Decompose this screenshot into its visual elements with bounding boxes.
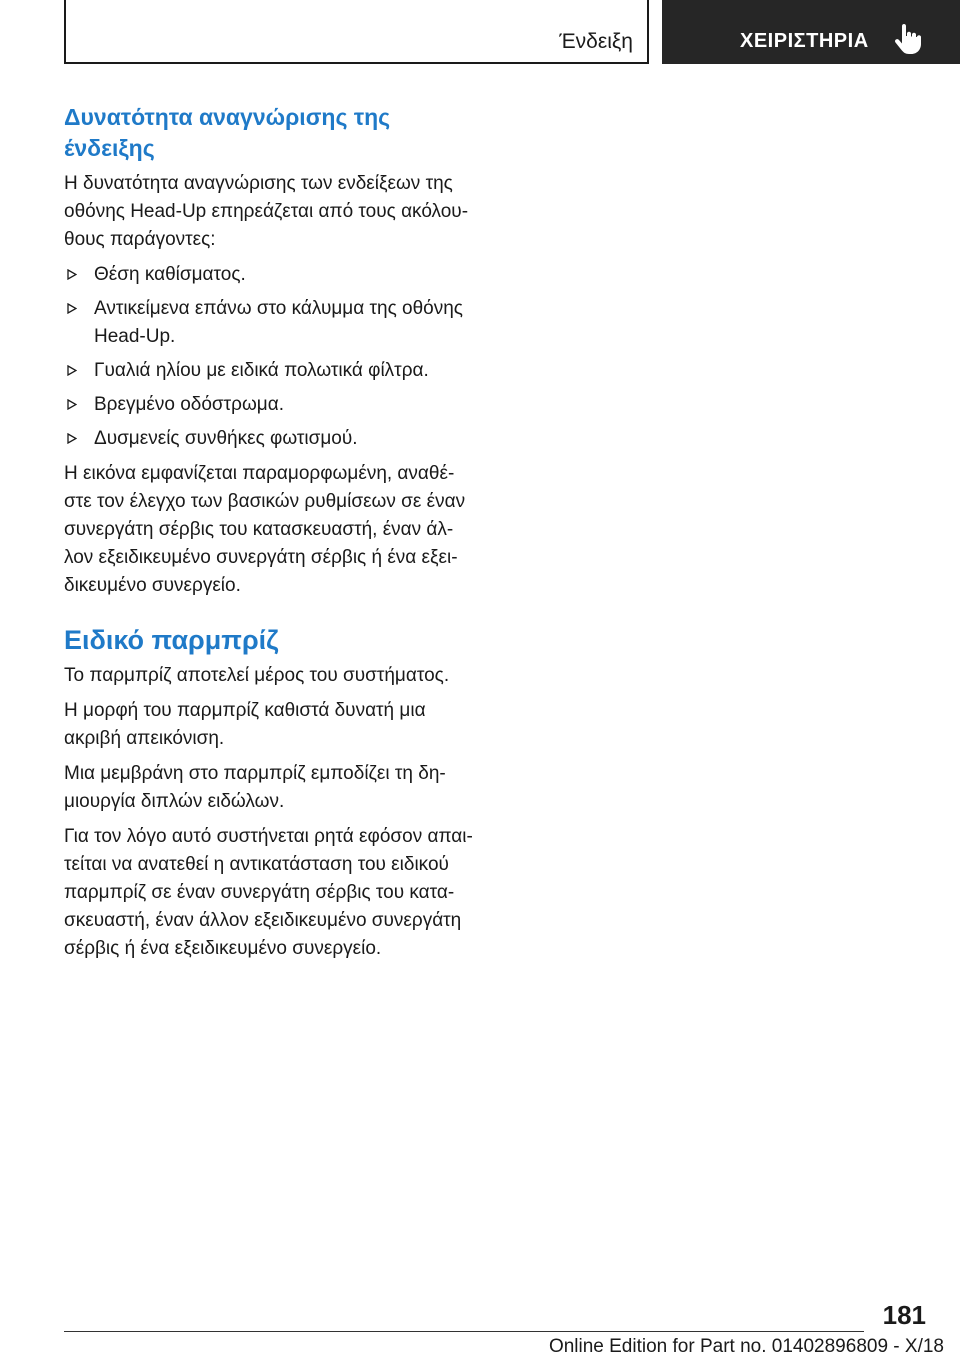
section-heading-windshield: Ειδικό παρμπρίζ bbox=[64, 625, 279, 655]
triangle-bullet-icon bbox=[67, 365, 77, 376]
list-item: Δυσμενείς συνθήκες φωτισμού. bbox=[64, 425, 484, 453]
triangle-bullet-icon bbox=[67, 433, 77, 444]
page-number: 181 bbox=[882, 1300, 926, 1330]
triangle-bullet-icon bbox=[67, 269, 77, 280]
windshield-paragraph-1: Το παρμπρίζ αποτελεί μέρος του συστήματος. bbox=[64, 665, 450, 686]
triangle-bullet-icon bbox=[67, 303, 77, 314]
section-title: Ένδειξη bbox=[559, 30, 633, 53]
list-item: Βρεγμένο οδόστρωμα. bbox=[64, 391, 484, 419]
heading-line-1: Δυνατότητα αναγνώρισης της bbox=[64, 104, 391, 130]
hand-pointer-icon bbox=[894, 24, 922, 54]
intro-paragraph: Η δυνατότητα αναγνώρισης των ενδείξεων της οθόνης Head-Up επηρεάζεται από τους ακόλου‐ θους παράγοντες: bbox=[64, 173, 469, 250]
list-item: Θέση καθίσματος. bbox=[64, 261, 484, 289]
list-item: Αντικείμενα επάνω στο κάλυμμα της οθόνης Head-Up. bbox=[64, 295, 484, 351]
header-chapter-bar bbox=[662, 0, 960, 64]
windshield-paragraph-2: Η μορφή του παρμπρίζ καθιστά δυνατή μια ακριβή απεικόνιση. bbox=[64, 700, 426, 749]
section-heading-readability bbox=[64, 102, 484, 164]
windshield-paragraph-4: Για τον λόγο αυτό συστήνεται ρητά εφόσον απαι‐ τείται να ανατεθεί η αντικατάσταση του ειδικού παρμπρίζ σε έναν συνεργάτη σέρβις του κατα‐ σκευαστή, έναν άλλον εξειδικευμένο συνεργάτη σέρβις ή ένα εξειδικευμένο συνεργείο. bbox=[64, 826, 473, 959]
factor-list bbox=[64, 261, 484, 453]
edition-footer: Online Edition for Part no. 01402896809 - X/18 bbox=[548, 1336, 944, 1357]
heading-line-2: ένδειξης bbox=[64, 135, 155, 161]
closing-paragraph: Η εικόνα εμφανίζεται παραμορφωμένη, αναθέ‐ στε τον έλεγχο των βασικών ρυθμίσεων σε έναν συνεργάτη σέρβις του κατασκευαστή, έναν άλ‐ λον εξειδικευμένο συνεργάτη σέρβις ή ένα εξει‐ δικευμένο συνεργείο. bbox=[64, 463, 466, 596]
triangle-bullet-icon bbox=[67, 399, 77, 410]
header-section-box bbox=[64, 0, 649, 64]
windshield-paragraph-3: Μια μεμβράνη στο παρμπρίζ εμποδίζει τη δη‐ μιουργία διπλών ειδώλων. bbox=[64, 763, 446, 812]
chapter-title: ΧΕΙΡΙΣΤΗΡΙΑ bbox=[740, 30, 869, 52]
footer-divider bbox=[64, 1331, 864, 1332]
page-content bbox=[64, 102, 484, 963]
list-item: Γυαλιά ηλίου με ειδικά πολωτικά φίλτρα. bbox=[64, 357, 484, 385]
